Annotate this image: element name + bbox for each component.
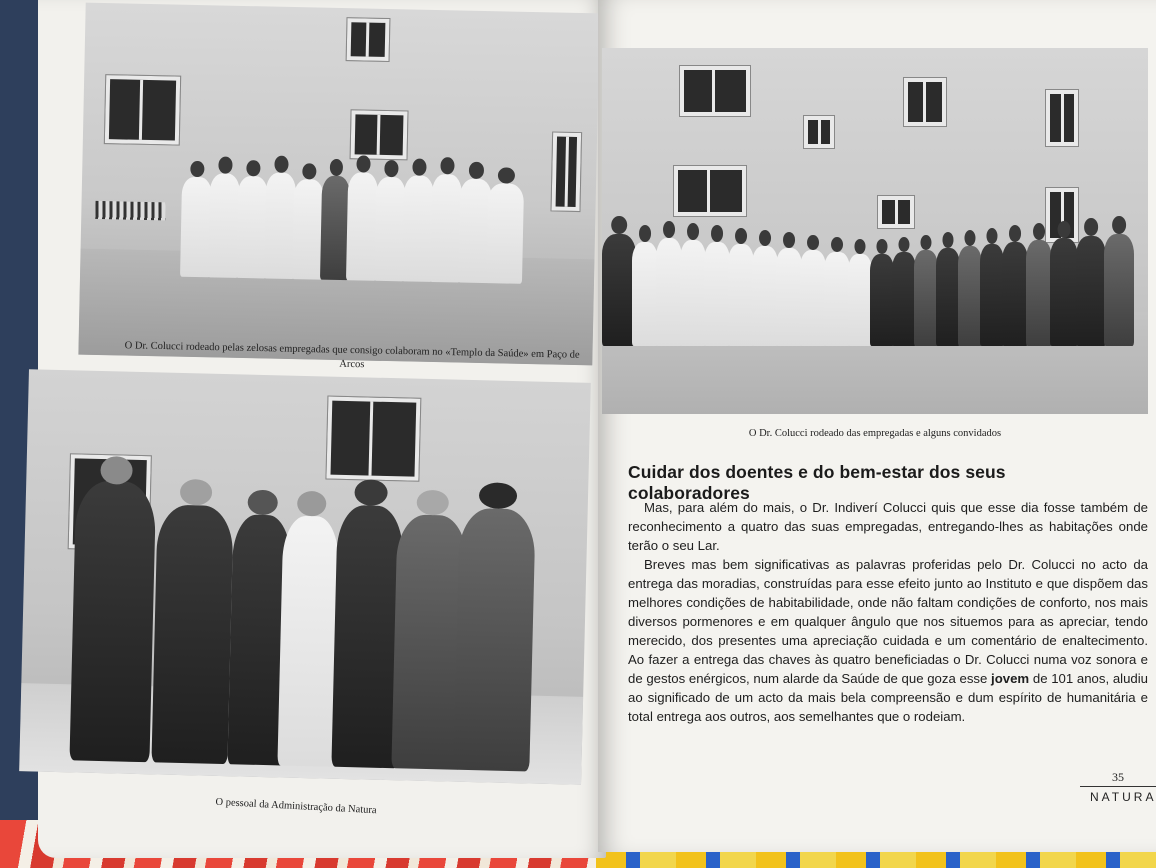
photo-people-row: [602, 216, 1148, 346]
article-body: [628, 498, 1148, 726]
caption-photo-top-left: O Dr. Colucci rodeado pelas zelosas empregadas que consigo colaboram no «Templo da Saúde» em Paço de Arcos: [124, 340, 580, 371]
photo-window: [680, 66, 750, 116]
photo-nurses-group: [78, 3, 599, 366]
photo-vent: [95, 201, 165, 220]
photo-people-row: [69, 460, 556, 772]
article-paragraph-1: Mas, para além do mais, o Dr. Indiverí Colucci quis que esse dia fosse também de reconhecimento a quatro das suas empregadas, entregando-lhes as habitações onde terão o seu Lar.: [628, 500, 1148, 553]
photo-window: [904, 78, 946, 126]
photo-administration-staff: [19, 369, 591, 785]
article-paragraph-2: Breves mas bem significativas as palavras proferidas pelo Dr. Colucci no acto da entrega das moradias, construídas para esse efeito junto ao Instituto e que dispõem das melhores condições de habitabilidade, onde não faltam condições de conforto, nos mais diversos pormenores e em qualquer ângulo que nos situemos para as apreciar, tendo merecido, dos presentes uma apreciação cuidada e um comentário de enaltecimento. Ao fazer a entrega das chaves às quatro beneficiadas o Dr. Colucci numa voz sonora e de gestos enérgicos, num alarde da Saúde de que goza esse jovem de 101 anos, aludiu ao significado de um acto da mais bela compreensão e dum espírito de humanitária e total entrega aos outros, aos semelhantes que o rodeiam.: [628, 557, 1149, 724]
photo-staff-and-guests: [602, 48, 1148, 414]
photo-window: [804, 116, 834, 148]
emphasis-word: jovem: [991, 671, 1030, 686]
photo-people-row: [180, 165, 532, 284]
photo-window: [351, 110, 408, 159]
photo-window: [1046, 90, 1078, 146]
photo-window: [347, 18, 390, 61]
photo-window: [551, 132, 581, 211]
footer-rule: [1080, 786, 1156, 787]
photo-window: [674, 166, 746, 216]
magazine-name: NATURA: [1090, 790, 1156, 804]
caption-photo-right: O Dr. Colucci rodeado das empregadas e alguns convidados: [748, 428, 1002, 439]
caption-photo-bottom-left: O pessoal da Administração da Natura: [215, 796, 377, 817]
page-number: 35: [1112, 770, 1124, 784]
article-heading: Cuidar dos doentes e do bem-estar dos seus colaboradores: [628, 462, 1006, 503]
photo-window: [105, 75, 180, 145]
